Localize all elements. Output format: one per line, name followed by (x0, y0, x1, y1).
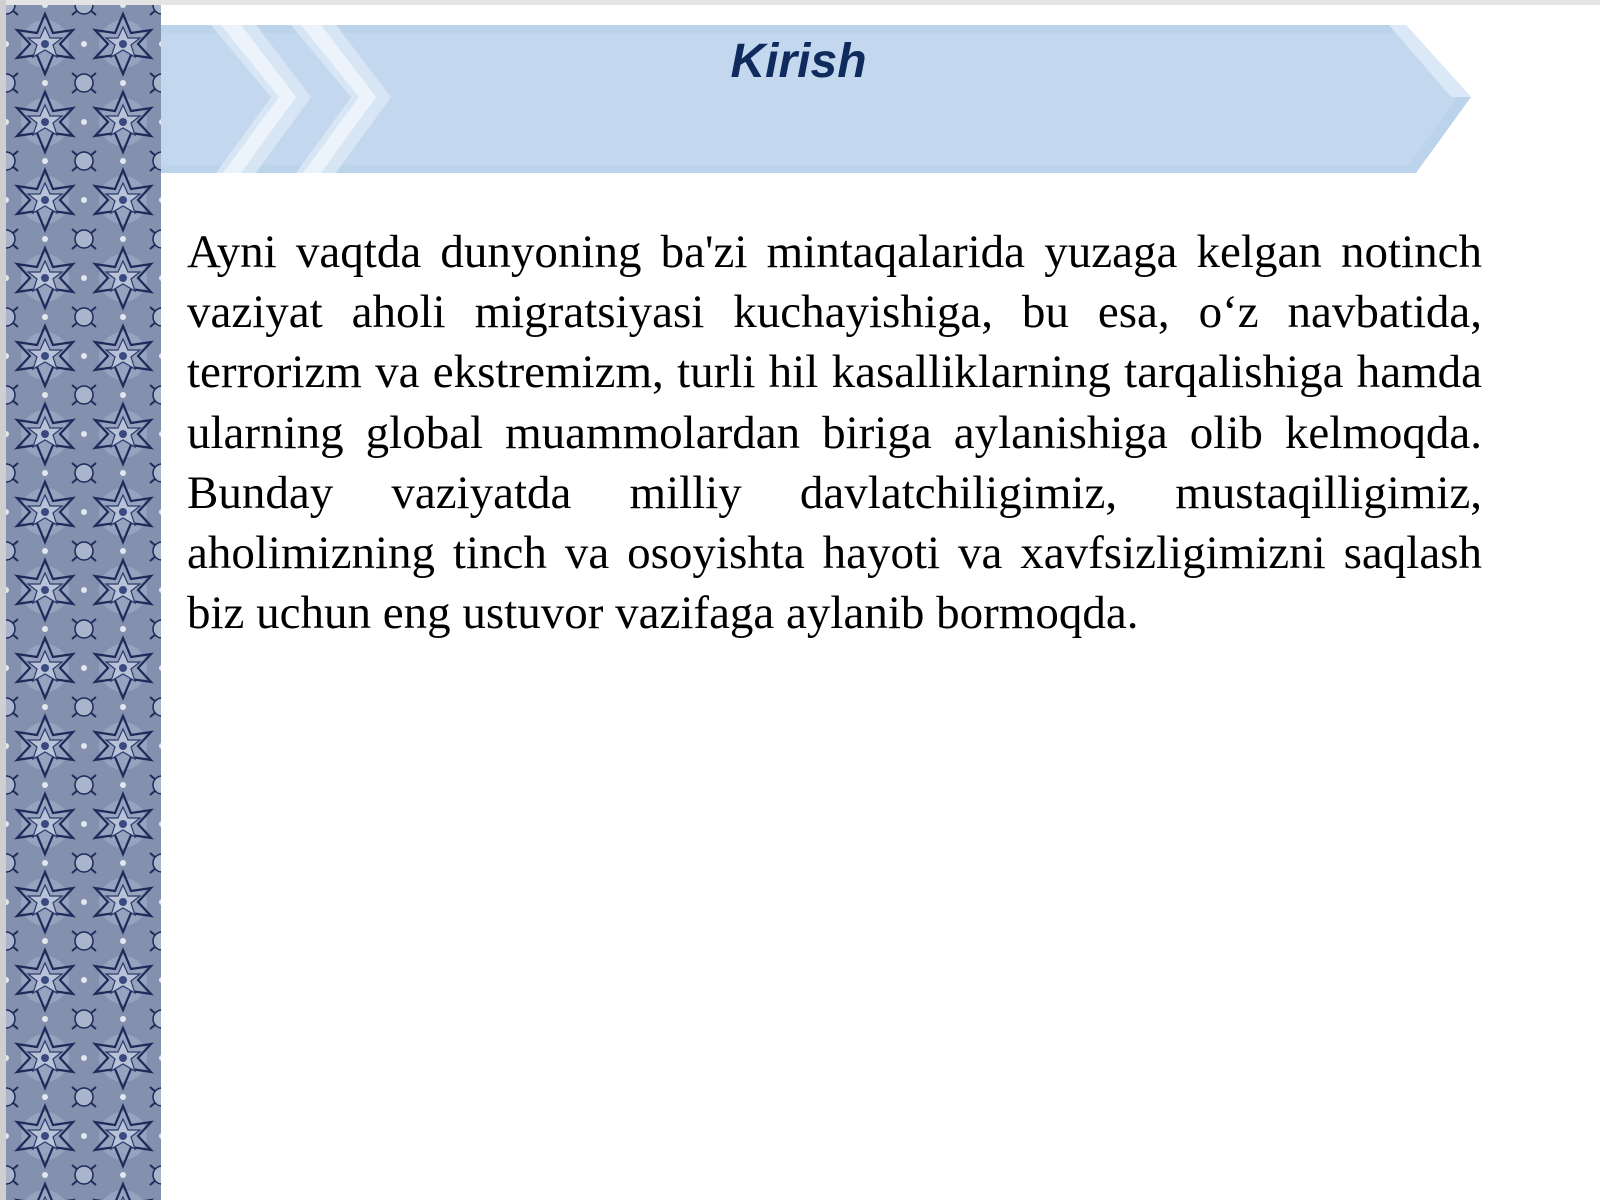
slide-top-edge (0, 0, 1600, 5)
slide-body-text: Ayni vaqtda dunyoning ba'zi mintaqalarida yuzaga kelgan notinch vaziyat aholi migratsiyasi kuchayishiga, bu esa, o‘z navbatida, terrorizm va ekstremizm, turli hil kasalliklarning tarqalishiga hamda ularning global muammolardan biriga aylanishiga olib kelmoqda. Bunday vaziyatda milliy davlatchiligimiz, mustaqilligimiz, aholimizning tinch va osoyishta hayoti va xavfsizligimizni saqlash biz uchun eng ustuvor vazifaga aylanib bormoqda. (187, 226, 1482, 640)
slide-title: Kirish (730, 35, 867, 88)
islamic-pattern-border (6, 5, 161, 1200)
